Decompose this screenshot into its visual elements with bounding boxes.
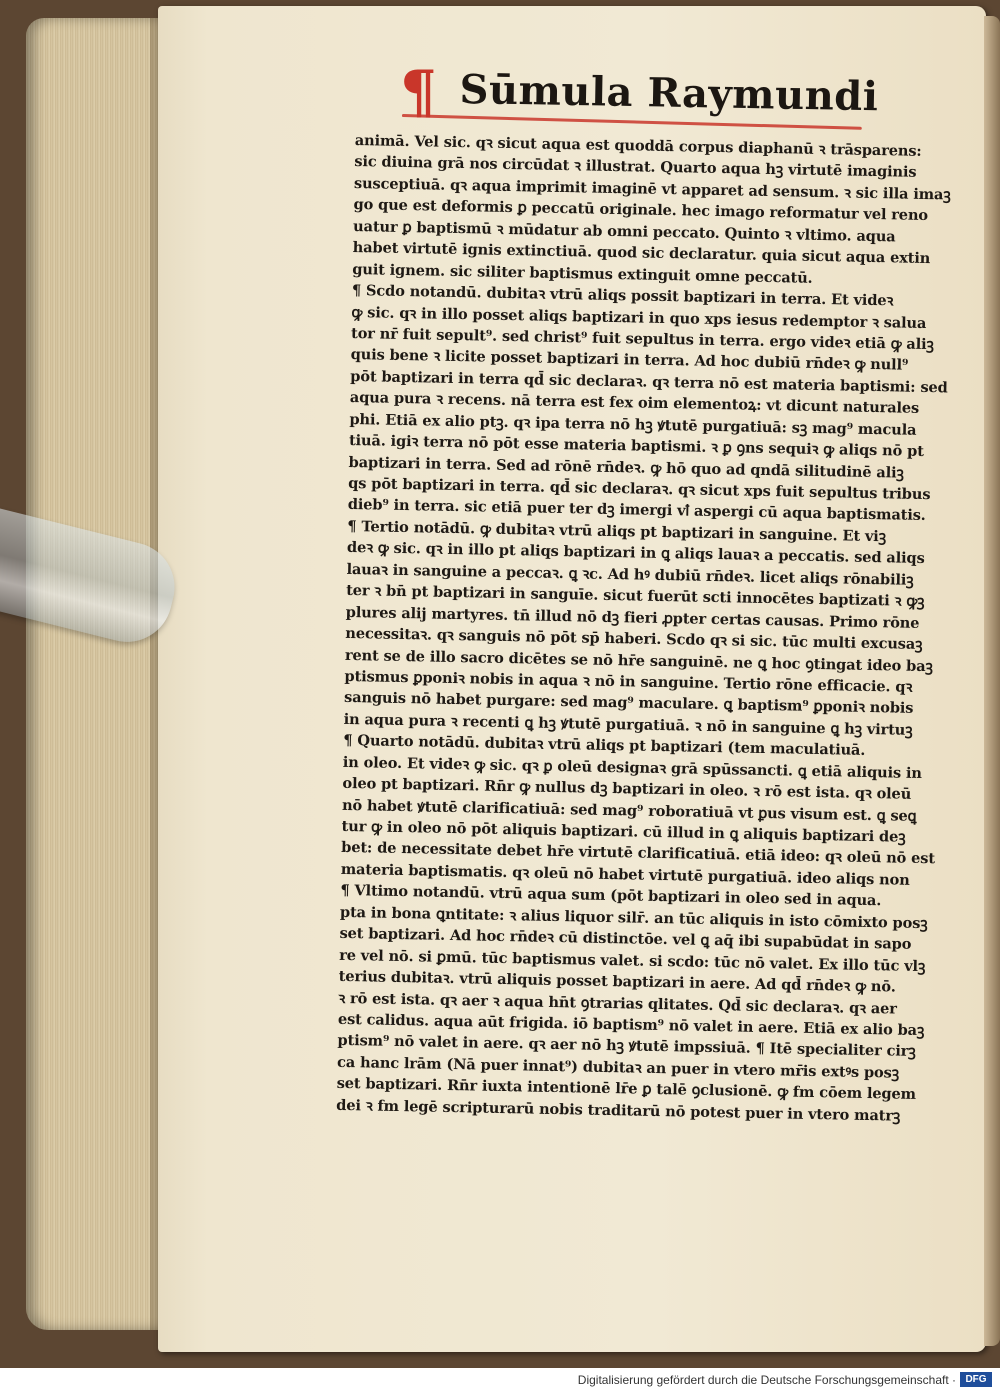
page-right-edge xyxy=(984,16,1000,1346)
text-line: pōt baptizari in terra qd̄ sic declaraꝛ. qꝛ terra nō est materia baptismi: sed xyxy=(350,367,948,397)
text-line: bet: de necessitate debet hr̄e virtutē clarificatiuā. etiā ideo: qꝛ oleū nō est xyxy=(341,839,936,868)
heading-title: Sūmula Raymundi xyxy=(459,66,879,121)
footer-bar xyxy=(0,1368,1000,1392)
text-line: est calidus. aqua aūt frigida. iō baptism⁹ nō valet in aere. Etiā ex alio baꝫ xyxy=(337,1010,925,1040)
text-line: deꝛ ꝙ sic. qꝛ in illo pt aliqs baptizari in ꝗ aliqs lauaꝛ a peccatis. sed aliqs xyxy=(346,539,925,568)
text-line: ptism⁹ nō valet in aere. qꝛ aer nō hꝫ ꝟtutē impssiuā. ¶ Itē specialiter cirꝫ xyxy=(337,1032,916,1061)
text-line: materia baptismatis. qꝛ oleū nō habet virtutē purgatiuā. ideo aliqs non xyxy=(340,860,910,889)
text-line: dei ꝛ fm legē scripturarū nobis traditarū nō potest puer in vtero matrꝫ xyxy=(336,1096,901,1125)
text-line: dieb⁹ in terra. sic etiā puer ter dꝫ imergi vꝉ aspergi cū aqua baptismatis. xyxy=(347,496,926,525)
text-line: aqua pura ꝛ recens. nā terra est fex oim elementoꝝ: vt dicunt naturales xyxy=(349,389,920,418)
text-line: qs pōt baptizari in terra. qd̄ sic declaraꝛ. qꝛ sicut xps fuit sepultus tribus xyxy=(348,474,931,504)
text-line: set baptizari. Ad hoc rn̄deꝛ cū distinctōe. vel ꝗ aq̄ ibi supabūdat in sapo xyxy=(339,925,912,954)
text-line: ca hanc lrām (Nā puer innat⁹) dubitaꝛ an puer in vtero mr̄is extꝰs posꝫ xyxy=(336,1053,900,1082)
text-line: baptizari in terra. Sed ad rōnē rn̄deꝛ. ꝙ hō quo ad qndā silitudinē aliꝫ xyxy=(348,453,904,482)
text-line: tor nr̄ fuit sepult⁹. sed christ⁹ fuit sepultus in terra. ergo videꝛ etiā ꝙ aliꝫ xyxy=(350,324,934,354)
text-line: terius dubitaꝛ. vtrū aliquis posset baptizari in aere. Ad qd̄ rn̄deꝛ ꝙ nō. xyxy=(338,967,896,996)
funding-credit: Digitalisierung gefördert durch die Deutsche Forschungsgemeinschaft · xyxy=(577,1373,956,1387)
text-line: nō habet ꝟtutē clarificatiuā: sed mag⁹ roboratiuā vt ꝑus visum est. ꝗ seꝗ xyxy=(341,796,917,825)
text-line: set baptizari. Rn̄r iuxta intentionē lr̄e ꝑ talē ꝯclusionē. ꝙ fm cōem legem xyxy=(336,1075,917,1104)
text-line: ter ꝛ bn̄ pt baptizari in sanguīe. sicut fuerūt scti innocētes baptizati ꝛ ꝙꝫ xyxy=(345,582,925,611)
text-line: tiuā. igiꝛ terra nō pōt esse materia baptismi. ꝛ ꝑ ꝯns sequiꝛ ꝙ aliqs nō pt xyxy=(348,432,924,461)
text-line: animā. Vel sic. qꝛ sicut aqua est quoddā corpus diaphanū ꝛ trāsparens: xyxy=(354,131,922,160)
text-line: susceptiuā. qꝛ aqua imprimit imaginē vt apparet ad sensum. ꝛ sic illa imaꝫ xyxy=(353,174,951,204)
text-line: ¶ Quarto notādū. dubitaꝛ vtrū aliqs pt baptizari (tem maculatiuā. xyxy=(343,732,866,760)
rubric-pilcrow: ¶ xyxy=(400,58,437,126)
text-line: pta in bona ꝗntitate: ꝛ alius liquor silr̄. an tūc aliquis in isto cōmixto posꝫ xyxy=(339,903,928,932)
text-line: uatur ꝑ baptismū ꝛ mūdatur ab omni peccato. Quinto ꝛ vltimo. aqua xyxy=(352,217,896,246)
text-line: ptismus ꝑponiꝛ nobis in aqua ꝛ nō in sanguine. Tertio rōne efficacie. qꝛ xyxy=(344,667,913,696)
text-line: in oleo. Et videꝛ ꝙ sic. qꝛ ꝑ oleū designaꝛ grā spūssancti. ꝗ etiā aliquis in xyxy=(342,753,922,782)
text-line: phi. Etiā ex alio ptꝫ. qꝛ ipa terra nō hꝫ ꝟtutē purgatiuā: sꝫ mag⁹ macula xyxy=(349,410,917,439)
dfg-logo: DFG xyxy=(960,1372,992,1387)
text-line: lauaꝛ in sanguine a peccaꝛ. ꝗ ꝛc. Ad hꝰ dubiū rn̄deꝛ. licet aliqs rōnabiliꝫ xyxy=(346,560,914,589)
text-line: habet virtutē ignis extinctiuā. quod sic declaratur. quia sicut aqua extin xyxy=(352,239,931,268)
running-heading xyxy=(400,58,879,126)
text-line: sic diuina grā nos circūdat ꝛ illustrat. Quarto aqua hꝫ virtutē imaginis xyxy=(354,153,917,182)
text-line: go que est deformis ꝑ peccatū originale. hec imago reformatur vel reno xyxy=(353,196,929,225)
text-line: ¶ Vltimo notandū. vtrū aqua sum (pōt baptizari in oleo sed in aqua. xyxy=(340,882,882,910)
text-line: ꝛ rō est ista. qꝛ aer ꝛ aqua hn̄t ꝯtrarias qlitates. Qd̄ sic declaraꝛ. qꝛ aer xyxy=(338,989,897,1018)
text-line: ¶ Tertio notādū. ꝙ dubitaꝛ vtrū aliqs pt baptizari in sanguine. Et viꝫ xyxy=(347,517,887,546)
text-line: plures alij martyres. tn̄ illud nō dꝫ fieri ꝓpter certas causas. Primo rōne xyxy=(345,603,920,632)
text-line: sanguis nō habet purgare: sed mag⁹ maculare. ꝗ baptism⁹ ꝑponiꝛ nobis xyxy=(343,689,914,718)
text-line: in aqua pura ꝛ recenti ꝗ hꝫ ꝟtutē purgatiuā. ꝛ nō in sanguine ꝗ hꝫ virtuꝫ xyxy=(343,710,913,739)
text-line: re vel nō. si ꝑmū. tūc baptismus valet. si scdo: tūc nō valet. Ex illo tūc vlꝫ xyxy=(338,946,926,975)
text-line: guit ignem. sic siliter baptismus extinguit omne peccatū. xyxy=(352,260,813,287)
text-line: oleo pt baptizari. Rn̄r ꝙ nullus dꝫ baptizari in oleo. ꝛ rō est ista. qꝛ oleū xyxy=(342,775,912,803)
body-text xyxy=(336,130,951,1127)
text-line: ¶ Scdo notandū. dubitaꝛ vtrū aliqs possit baptizari in terra. Et videꝛ xyxy=(351,282,894,310)
text-line: necessitaꝛ. qꝛ sanguis nō pōt sp̄ haberi. Scdo qꝛ si sic. tūc multi excusaꝫ xyxy=(345,624,923,654)
text-line: quis bene ꝛ licite posset baptizari in terra. Ad hoc dubiū rn̄deꝛ ꝙ null⁹ xyxy=(350,346,909,375)
text-line: rent se de illo sacro dicētes se nō hr̄e sanguinē. ne ꝗ hoc ꝯtingat ideo baꝫ xyxy=(344,646,933,675)
text-line: tur ꝙ in oleo nō pōt aliquis baptizari. cū illud in ꝗ aliquis baptizari deꝫ xyxy=(341,817,906,846)
text-line: ꝙ sic. qꝛ in illo posset aliqs baptizari in quo xps iesus redemptor ꝛ salua xyxy=(351,303,927,332)
